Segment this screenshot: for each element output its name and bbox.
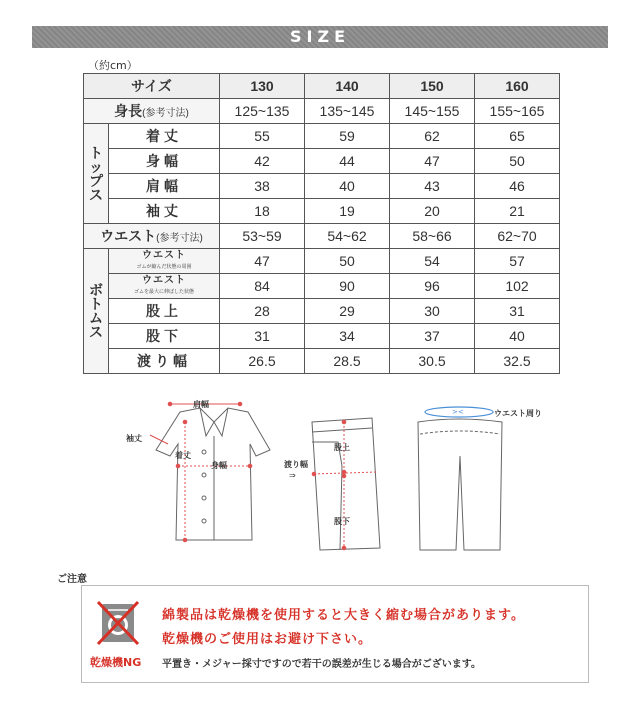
bottoms-cell: 31 (220, 324, 305, 349)
tops-cell: 43 (390, 174, 475, 199)
bottoms-cell: 50 (305, 249, 390, 274)
size-cell: 150 (390, 74, 475, 99)
warning-text-2: 乾燥機のご使用はお避け下さい。 (162, 632, 373, 647)
bottoms-label: 股上 (109, 299, 220, 324)
pants-front-diagram (418, 419, 502, 550)
tops-row (84, 199, 560, 224)
height-cell: 145~155 (390, 99, 475, 124)
height-label-cell (84, 99, 220, 124)
height-row (84, 99, 560, 124)
bottoms-cell: 32.5 (475, 349, 560, 374)
tops-cell: 62 (390, 124, 475, 149)
bottoms-cell: 40 (475, 324, 560, 349)
height-cell: 135~145 (305, 99, 390, 124)
tops-label: 着丈 (109, 124, 220, 149)
tops-cell: 20 (390, 199, 475, 224)
warning-text-1: 綿製品は乾燥機を使用すると大きく縮む場合があります。 (162, 608, 525, 623)
height-label: 身長 (114, 103, 143, 119)
tops-cell: 19 (305, 199, 390, 224)
size-title: SIZE (289, 27, 350, 46)
shirt-diagram (156, 408, 270, 540)
size-row (84, 74, 560, 99)
pants-measure-lines (312, 420, 376, 550)
bottoms-cell: 54 (390, 249, 475, 274)
bottoms-label: ウエスト (142, 274, 186, 286)
warning-box (81, 585, 589, 683)
waist-arrow-glyph: >< (452, 408, 464, 416)
bottoms-cell: 34 (305, 324, 390, 349)
body-width-label: 身幅 (211, 461, 227, 470)
tops-cell: 59 (305, 124, 390, 149)
waist-cell: 54~62 (305, 224, 390, 249)
size-table (83, 73, 560, 374)
bottoms-sublabel: ゴムを最大に伸ばした状態 (133, 288, 194, 295)
waist-row (84, 224, 560, 249)
no-dryer-icon (96, 600, 140, 646)
size-label: サイズ (84, 74, 220, 99)
height-cell: 155~165 (475, 99, 560, 124)
waist-label-cell (84, 224, 220, 249)
bottoms-label: ウエスト (142, 249, 186, 261)
waist-note: (参考寸法) (156, 233, 203, 244)
tops-cell: 47 (390, 149, 475, 174)
warning-text-3: 平置き・メジャー採寸ですので若干の誤差が生じる場合がございます。 (162, 659, 481, 670)
pants-side-diagram (312, 418, 380, 550)
bottoms-row (84, 249, 560, 274)
waist-label: ウエスト (100, 228, 157, 244)
thigh-width-label: 渡り幅 (284, 460, 308, 469)
tops-row (84, 174, 560, 199)
tops-cell: 55 (220, 124, 305, 149)
bottoms-row (84, 324, 560, 349)
bottoms-cell: 84 (220, 274, 305, 299)
tops-cell: 50 (475, 149, 560, 174)
tops-cell: 21 (475, 199, 560, 224)
height-cell: 125~135 (220, 99, 305, 124)
tops-cell: 18 (220, 199, 305, 224)
bottoms-label: 股下 (109, 324, 220, 349)
bottoms-cell: 28.5 (305, 349, 390, 374)
bottoms-cell: 96 (390, 274, 475, 299)
tops-cell: 40 (305, 174, 390, 199)
bottoms-label: 渡り幅 (109, 349, 220, 374)
bottoms-cell: 28 (220, 299, 305, 324)
waist-cell: 53~59 (220, 224, 305, 249)
unit-note: （約cm） (88, 59, 138, 72)
tops-row (84, 149, 560, 174)
arrow-glyph: ⇒ (289, 471, 296, 480)
length-label: 着丈 (175, 451, 191, 460)
tops-label: 肩幅 (109, 174, 220, 199)
bottoms-sublabel: ゴムが縮んだ状態の周囲 (136, 263, 192, 270)
bottoms-cell: 26.5 (220, 349, 305, 374)
tops-cell: 38 (220, 174, 305, 199)
bottoms-group-label: ボ ト ム ス (84, 249, 109, 374)
bottoms-cell: 102 (475, 274, 560, 299)
bottoms-label-cell (109, 274, 220, 299)
bottoms-cell: 57 (475, 249, 560, 274)
sleeve-label: 袖丈 (126, 434, 142, 443)
waist-cell: 58~66 (390, 224, 475, 249)
bottoms-sub-wrap (109, 276, 219, 297)
bottoms-cell: 47 (220, 249, 305, 274)
tops-label: 身幅 (109, 149, 220, 174)
bottoms-sub-wrap (109, 251, 219, 272)
rise-label: 股上 (334, 443, 350, 452)
bottoms-cell: 90 (305, 274, 390, 299)
tops-group-label: ト ッ プ ス (84, 124, 109, 224)
bottoms-row (84, 349, 560, 374)
tops-cell: 46 (475, 174, 560, 199)
tops-label: 袖丈 (109, 199, 220, 224)
size-header-bar (32, 26, 608, 48)
measurement-diagrams (0, 390, 640, 560)
bottoms-cell: 31 (475, 299, 560, 324)
waist-around-label: ウエスト周り (494, 409, 542, 418)
shirt-measure-lines (150, 402, 252, 542)
bottoms-cell: 29 (305, 299, 390, 324)
waist-cell: 62~70 (475, 224, 560, 249)
size-cell: 130 (220, 74, 305, 99)
bottoms-cell: 37 (390, 324, 475, 349)
height-note: (参考寸法) (142, 108, 189, 119)
inseam-label: 股下 (334, 517, 350, 526)
dryer-ng-label: 乾燥機NG (90, 656, 142, 669)
tops-cell: 44 (305, 149, 390, 174)
bottoms-cell: 30 (390, 299, 475, 324)
notes-title: ご注意 (57, 574, 87, 585)
size-cell: 140 (305, 74, 390, 99)
bottoms-row (84, 299, 560, 324)
bottoms-cell: 30.5 (390, 349, 475, 374)
bottoms-row (84, 274, 560, 299)
tops-cell: 65 (475, 124, 560, 149)
tops-cell: 42 (220, 149, 305, 174)
tops-row (84, 124, 560, 149)
bottoms-label-cell (109, 249, 220, 274)
size-cell: 160 (475, 74, 560, 99)
shoulder-label: 肩幅 (193, 400, 209, 409)
